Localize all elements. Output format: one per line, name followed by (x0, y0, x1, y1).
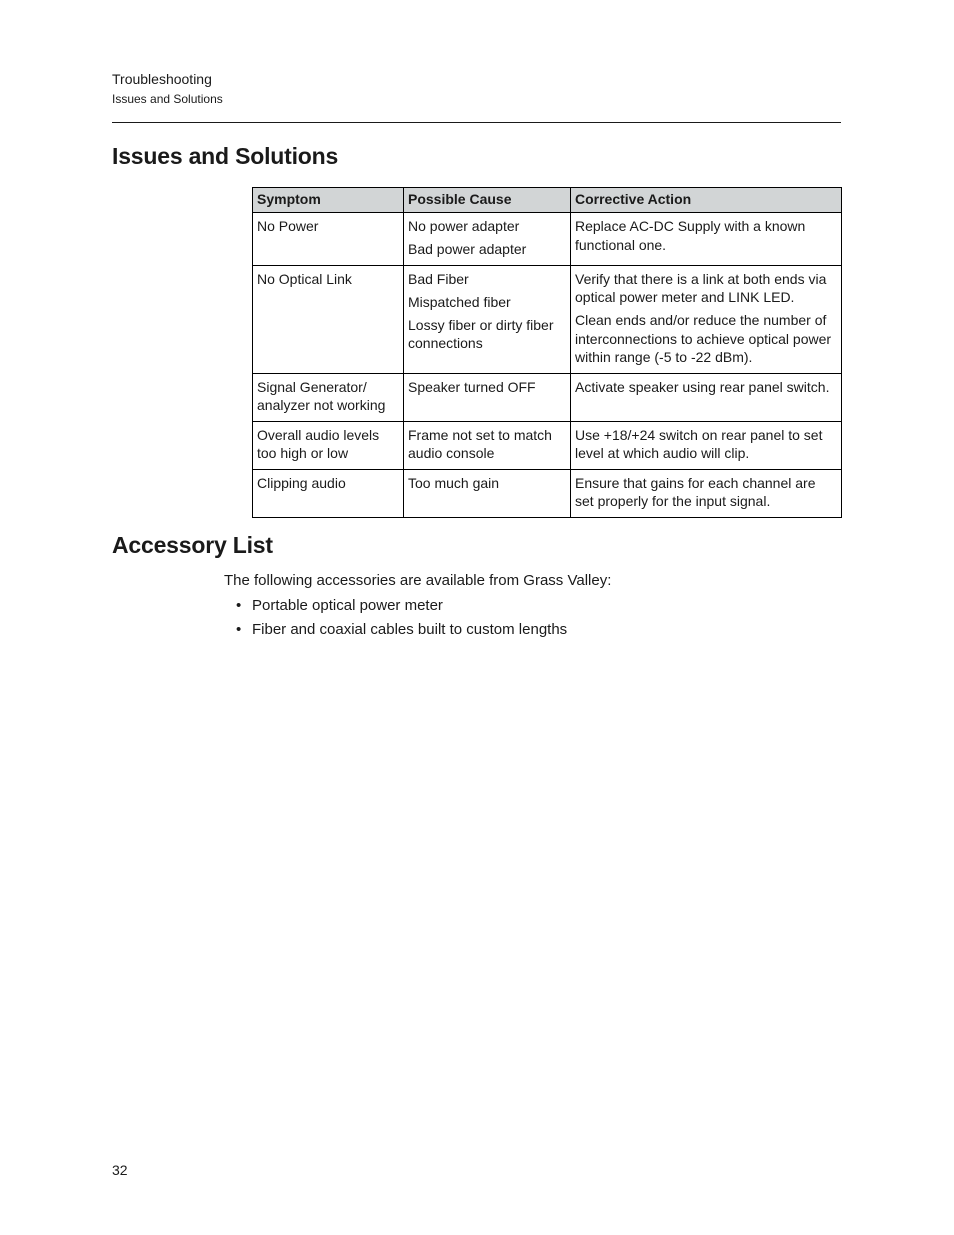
cell-text: Verify that there is a link at both ends via optical power meter and LINK LED. (575, 270, 827, 305)
bullet-icon: • (236, 597, 242, 614)
action-cell (571, 213, 842, 266)
symptom-cell (253, 373, 404, 421)
accessory-list (236, 596, 567, 644)
cell-text: Speaker turned OFF (408, 378, 536, 395)
list-item-text: Portable optical power meter (252, 597, 443, 614)
cell-text: Mispatched fiber (408, 293, 511, 310)
symptom-cell (253, 213, 404, 266)
cell-text: No Optical Link (257, 270, 352, 287)
bullet-icon: • (236, 621, 242, 638)
cell-text: Overall audio levels too high or low (257, 426, 380, 461)
action-cell (571, 373, 842, 421)
issues-heading: Issues and Solutions (112, 143, 339, 169)
table-row (253, 265, 842, 373)
cause-cell (404, 469, 571, 517)
column-header-cause: Possible Cause (404, 188, 571, 213)
header-chapter: Troubleshooting (112, 71, 212, 87)
symptom-cell (253, 469, 404, 517)
cause-cell (404, 373, 571, 421)
cell-text: Replace AC-DC Supply with a known functional one. (575, 218, 806, 253)
table-row (253, 421, 842, 469)
cause-cell (404, 265, 571, 373)
cause-cell (404, 421, 571, 469)
column-header-symptom: Symptom (253, 188, 404, 213)
cell-text: Clean ends and/or reduce the number of interconnections to achieve optical power within range (-5 to -22 dBm). (575, 312, 832, 365)
table-row (253, 373, 842, 421)
cell-text: Clipping audio (257, 474, 346, 491)
cell-text: Lossy fiber or dirty fiber connections (408, 316, 554, 351)
column-header-action: Corrective Action (571, 188, 842, 213)
header-section: Issues and Solutions (112, 92, 223, 106)
list-item-text: Fiber and coaxial cables built to custom lengths (252, 621, 568, 638)
table-header-row (253, 188, 842, 213)
cell-text: No power adapter (408, 218, 520, 234)
cell-text: No Power (257, 218, 319, 234)
accessory-intro: The following accessories are available from Grass Valley: (224, 572, 612, 589)
cell-text: Too much gain (408, 474, 500, 491)
issues-table (252, 187, 842, 518)
cell-text: Use +18/+24 switch on rear panel to set level at which audio will clip. (575, 426, 823, 461)
list-item (236, 596, 567, 620)
action-cell (571, 469, 842, 517)
cell-text: Frame not set to match audio console (408, 426, 552, 461)
cell-text: Signal Generator/ analyzer not working (257, 378, 386, 413)
action-cell (571, 421, 842, 469)
cell-text: Ensure that gains for each channel are set properly for the input signal. (575, 474, 816, 509)
list-item (236, 620, 567, 644)
cause-cell (404, 213, 571, 266)
cell-text: Activate speaker using rear panel switch. (575, 378, 830, 395)
accessory-heading: Accessory List (112, 532, 273, 558)
symptom-cell (253, 421, 404, 469)
header-divider (112, 122, 841, 123)
page-number: 32 (112, 1162, 128, 1178)
cell-text: Bad Fiber (408, 270, 469, 287)
cell-text: Bad power adapter (408, 241, 527, 257)
symptom-cell (253, 265, 404, 373)
table-row (253, 213, 842, 266)
action-cell (571, 265, 842, 373)
table-row (253, 469, 842, 517)
